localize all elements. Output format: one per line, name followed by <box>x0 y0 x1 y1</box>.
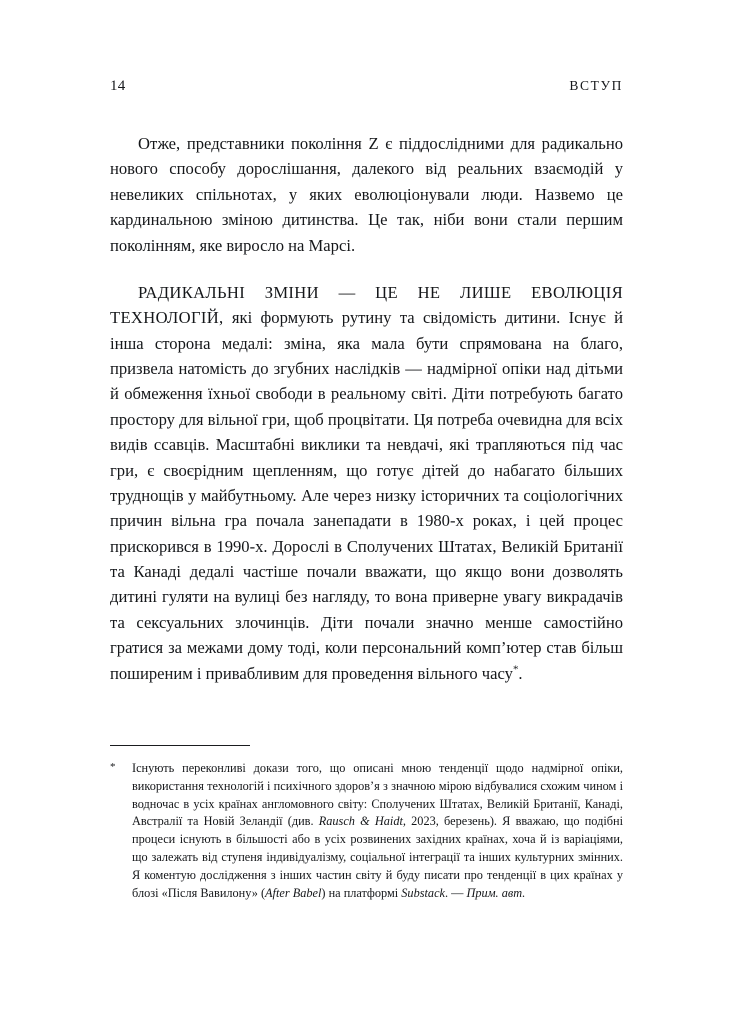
running-head <box>110 78 623 95</box>
footnote-area <box>110 745 623 903</box>
paragraph-2-tail: . <box>518 663 523 683</box>
footnote-marker: * <box>110 761 116 773</box>
paragraph-spacer <box>110 258 623 280</box>
footnote-segment-1: Rausch & Haidt, <box>318 814 406 829</box>
running-head-title: ВСТУП <box>569 78 623 93</box>
footnote-segment-2: 2023, березень). Я вважаю, що подібні процеси існують в більшості або в усіх розвинених західних країнах, хоча й із варіаціями, що залежать від ступеня індивідуалізму, соціальної інтеграції та інших культурних змінних. Я коментую дослідження з інших частин світу й буду писати про тенденції в цих країнах у блозі «Після Вавилону» ( <box>132 814 623 900</box>
footnote-segment-6: . — <box>445 885 467 900</box>
footnote-segment-7: Прим. авт. <box>466 885 526 900</box>
footnote-text <box>132 760 623 903</box>
paragraph-2 <box>110 280 623 686</box>
footnote-segment-5: Substack <box>401 885 445 900</box>
footnote-segment-0: Існують переконливі докази того, що описані мною тенденції щодо надмірної опіки, використання технологій і психічного здоров’я з значною мірою відбувалися схожим чином і водночас в усіх країнах англомовного світу: Сполучених Штатах, Великій Британії, Канаді, Австралії та Новій Зеландії (див. <box>132 761 623 829</box>
paragraph-2-lead: РАДИКАЛЬНІ ЗМІНИ — ЦЕ НЕ ЛИШЕ ЕВОЛЮЦІЯ ТЕХНОЛОГІЙ, <box>110 282 623 328</box>
paragraph-2-rest: які формують рутину та свідомість дитини. Існує й інша сторона медалі: зміна, яка мала бути спрямована на благо, призвела натомість до згубних наслідків — надмірної опіки над дітьми й обмеження їхньої свободи в реальному світі. Діти потребують багато простору для вільної гри, щоб процвітати. Ця потреба очевидна для всіх видів ссавців. Масштабні виклики та невдачі, які трапляються під час гри, є своєрідним щепленням, що готує дітей до набагато більших труднощів у майбутньому. Але через низку історичних та соціологічних причин вільна гра почала занепадати в 1980-х роках, і цей процес прискорився в 1990-х. Дорослі в Сполучених Штатах, Великій Британії та Канаді дедалі частіше почали вважати, що якщо вони дозволять дитині гуляти на вулиці без нагляду, то вона приверне увагу викрадачів та сексуальних злочинців. Діти почали значно менше самостійно гратися за межами дому тоді, коли персональний комп’ютер став більш поширеним і привабливим для проведення вільного часу <box>110 308 623 683</box>
footnote <box>110 760 623 903</box>
footnote-segment-3: After Babel <box>265 885 322 900</box>
footnote-segment-4: ) на платформі <box>321 885 402 900</box>
footnote-reference: * <box>512 662 519 675</box>
page-number: 14 <box>110 78 126 94</box>
footnote-separator-rule <box>110 745 250 746</box>
paragraph-1: Отже, представники покоління Z є піддослідними для радикально нового способу дорослішання, далекого від реальних взаємодій у невеликих спільнотах, у яких еволюціонували люди. Назвемо це кардинальною зміною дитинства. Це так, ніби вони стали першим поколінням, яке виросло на Марсі. <box>110 134 623 255</box>
